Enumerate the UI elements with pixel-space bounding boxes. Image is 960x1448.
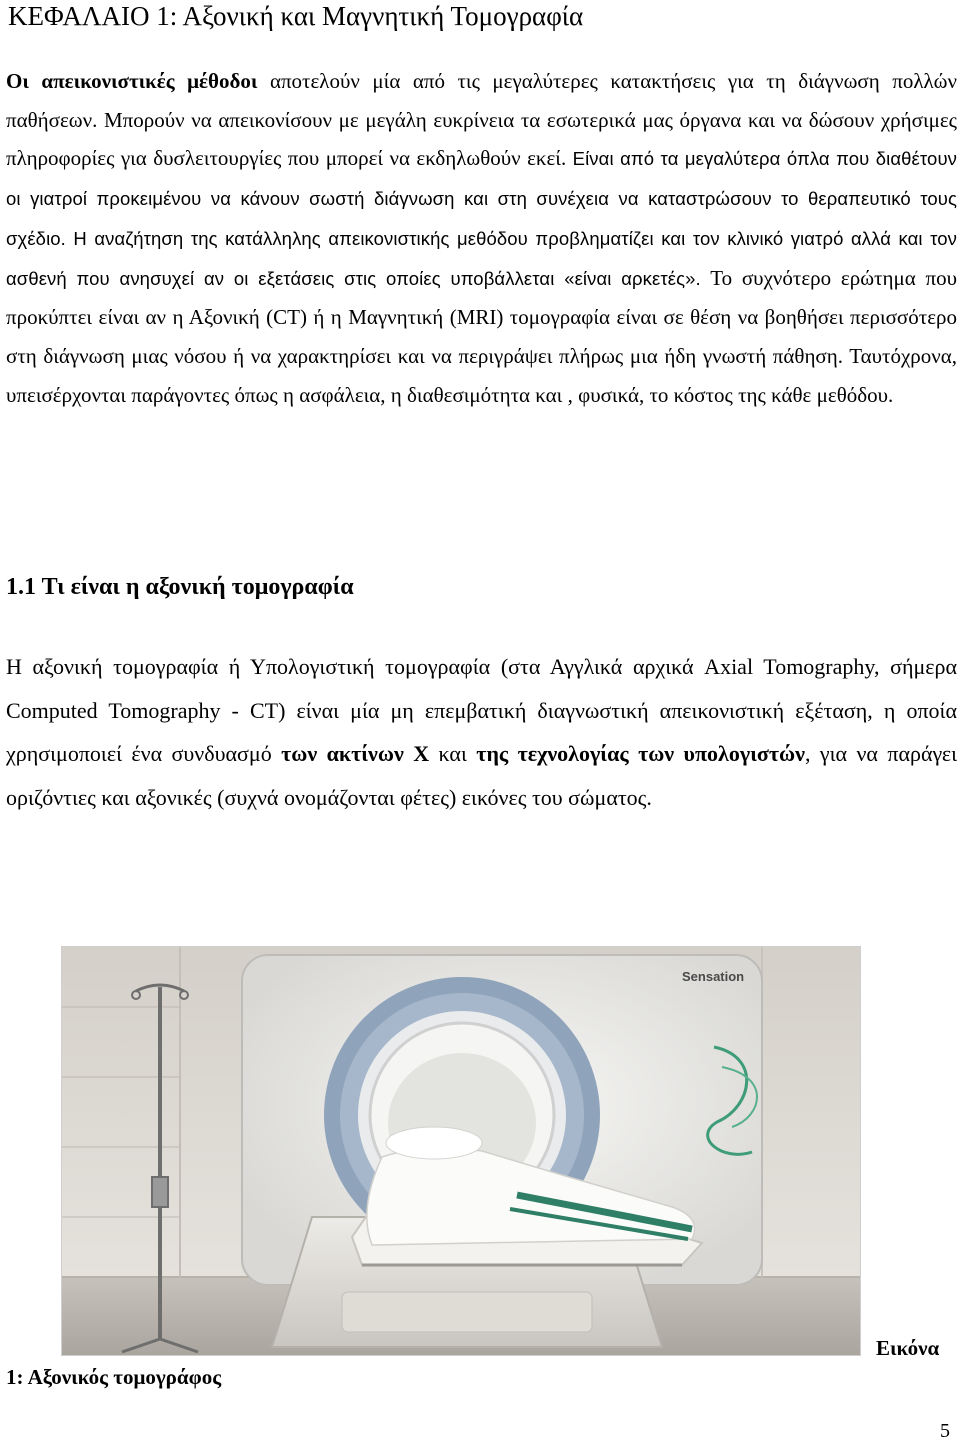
scanner-brand-label: Sensation (682, 969, 745, 984)
figure-caption-text: 1: Αξονικός τομογράφος (6, 1365, 222, 1389)
intro-text (6, 62, 957, 414)
intro-bold-lead: Οι απεικονιστικές μέθοδοι (6, 69, 258, 93)
intro-paragraph-1-text: αποτελούν μία από τις μεγαλύτερες κατακτήσεις για τη διάγνωση πολλών παθήσεων. Μπορούν να απεικονίσουν με μεγάλη ευκρίνεια τα εσωτερικά μας όργανα και να δώσουν χρήσιμες πληροφορίες για δυσλειτουργίες που μπορεί να εκδηλωθούν εκεί. (6, 69, 958, 171)
ct-scanner-photo (61, 946, 861, 1356)
section-text-b: και (429, 741, 477, 766)
figure-caption-label: Εικόνα (876, 1336, 940, 1360)
intro-paragraph-3: Το συχνότερο ερώτημα που προκύπτει είναι αν η Αξονική (CT) ή η Μαγνητική (MRI) τομογραφία είναι σε θέση να βοηθήσει περισσότερο στη διάγνωση μιας νόσου ή να χαρακτηρίσει και να περιγράψει πλήρως μια ήδη γνωστή πάθηση. Ταυτόχρονα, υπεισέρχονται παράγοντες όπως η ασφάλεια, η διαθεσιμότητα και , φυσικά, το κόστος της κάθε μεθόδου. (6, 265, 957, 407)
section-title: 1.1 Τι είναι η αξονική τομογραφία (6, 574, 354, 600)
intro-paragraph-2: Είναι από τα μεγαλύτερα όπλα που διαθέτουν οι γιατροί προκειμένου να κάνουν σωστή διάγνωση και στη συνέχεια να καταστρώσουν το θεραπευτικό τους σχέδιο. Η αναζήτηση της κατάλληλης απεικονιστικής μεθόδου προβληματίζει και τον κλινικό γιατρό αλλά και τον ασθενή που ανησυχεί αν οι εξετάσεις στις οποίες υποβάλλεται «είναι αρκετές». (6, 148, 958, 289)
section-text-a: Η αξονική τομογραφία ή Υπολογιστική τομογραφία (στα Αγγλικά αρχικά Axial Tomography, σήμερα Computed Tomography - CT) είναι μία μη επεμβατική διαγνωστική απεικονιστική εξέταση, η οποία χρησιμοποιεί ένα συνδυασμό (6, 654, 957, 766)
section-bold-computers: της τεχνολογίας των υπολογιστών (476, 741, 805, 766)
section-text-c: , για να παράγει οριζόντιες και αξονικές (συχνά ονομάζονται φέτες) εικόνες του σώματος. (6, 741, 957, 810)
section-bold-xrays: των ακτίνων X (281, 741, 430, 766)
section-paragraph (6, 645, 957, 819)
chapter-title: ΚΕΦΑΛΑΙΟ 1: Αξονική και Μαγνητική Τομογραφία (8, 1, 584, 31)
page-number: 5 (940, 1420, 950, 1442)
ct-scanner-illustration (62, 947, 860, 1355)
